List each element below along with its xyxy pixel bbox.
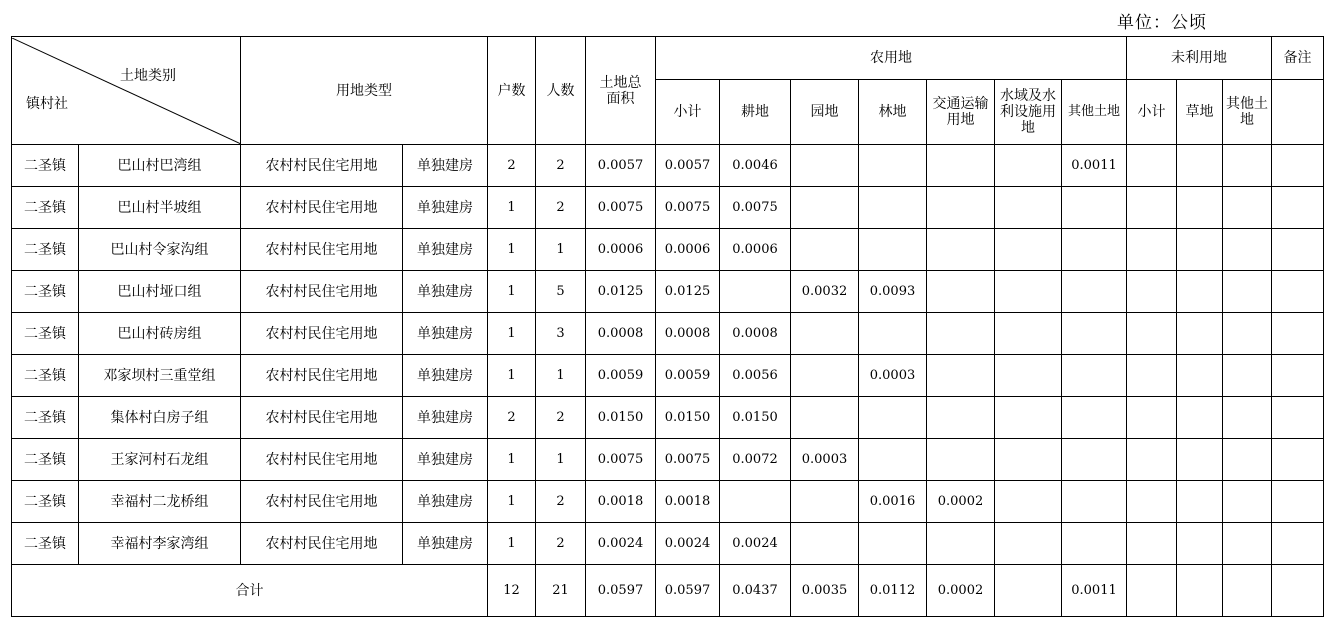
farm-subtotal-cell: 0.0075 bbox=[656, 187, 720, 229]
table-row bbox=[12, 355, 1324, 397]
remarks-header: 备注 bbox=[1272, 37, 1324, 80]
unused-other-cell bbox=[1223, 355, 1272, 397]
group-cell: 巴山村半坡组 bbox=[79, 187, 241, 229]
unused-subtotal-cell bbox=[1127, 355, 1177, 397]
total-total-area-cell: 0.0597 bbox=[586, 565, 656, 617]
households-cell: 1 bbox=[488, 187, 536, 229]
total-area-header bbox=[586, 37, 656, 145]
farm-cultivated-cell bbox=[720, 271, 791, 313]
type-cell: 农村村民住宅用地 bbox=[241, 481, 403, 523]
farm-cultivated-cell bbox=[720, 481, 791, 523]
type-cell: 农村村民住宅用地 bbox=[241, 523, 403, 565]
group-cell: 幸福村二龙桥组 bbox=[79, 481, 241, 523]
households-cell: 1 bbox=[488, 481, 536, 523]
type-cell: 农村村民住宅用地 bbox=[241, 439, 403, 481]
header-row-1 bbox=[12, 37, 1324, 80]
farm-other-cell bbox=[1062, 313, 1127, 355]
unused-other-header bbox=[1223, 80, 1272, 145]
farm-transport-cell bbox=[927, 187, 995, 229]
farm-forest-cell bbox=[859, 145, 927, 187]
total-area-cell: 0.0059 bbox=[586, 355, 656, 397]
people-cell: 2 bbox=[536, 397, 586, 439]
remarks-cell bbox=[1272, 523, 1324, 565]
remarks-cell bbox=[1272, 313, 1324, 355]
farm-other-cell bbox=[1062, 523, 1127, 565]
town-cell: 二圣镇 bbox=[12, 145, 79, 187]
farm-garden-cell bbox=[791, 523, 859, 565]
table-row bbox=[12, 145, 1324, 187]
people-cell: 5 bbox=[536, 271, 586, 313]
total-area-cell: 0.0008 bbox=[586, 313, 656, 355]
diag-top-label: 土地类别 bbox=[120, 67, 176, 84]
unused-other-cell bbox=[1223, 439, 1272, 481]
people-cell: 2 bbox=[536, 187, 586, 229]
farm-water-cell bbox=[995, 313, 1062, 355]
table-row bbox=[12, 523, 1324, 565]
total-area-cell: 0.0075 bbox=[586, 187, 656, 229]
unused-other-cell bbox=[1223, 271, 1272, 313]
unused-other-cell bbox=[1223, 397, 1272, 439]
farm-garden-cell bbox=[791, 187, 859, 229]
farm-transport-header bbox=[927, 80, 995, 145]
mode-cell: 单独建房 bbox=[403, 271, 488, 313]
mode-cell: 单独建房 bbox=[403, 397, 488, 439]
total-households-cell: 12 bbox=[488, 565, 536, 617]
unused-grass-cell bbox=[1177, 145, 1223, 187]
farm-forest-cell bbox=[859, 229, 927, 271]
table-row bbox=[12, 481, 1324, 523]
farm-water-cell bbox=[995, 439, 1062, 481]
unused-subtotal-cell bbox=[1127, 397, 1177, 439]
farm-garden-header: 园地 bbox=[791, 80, 859, 145]
farm-water-cell bbox=[995, 229, 1062, 271]
total-area-cell: 0.0150 bbox=[586, 397, 656, 439]
unused-grass-cell bbox=[1177, 229, 1223, 271]
farm-cultivated-cell: 0.0008 bbox=[720, 313, 791, 355]
total-area-cell: 0.0018 bbox=[586, 481, 656, 523]
farm-water-cell bbox=[995, 187, 1062, 229]
mode-cell: 单独建房 bbox=[403, 145, 488, 187]
farm-forest-cell bbox=[859, 397, 927, 439]
mode-cell: 单独建房 bbox=[403, 355, 488, 397]
farm-water-cell bbox=[995, 355, 1062, 397]
households-cell: 1 bbox=[488, 355, 536, 397]
unused-subtotal-cell bbox=[1127, 145, 1177, 187]
type-cell: 农村村民住宅用地 bbox=[241, 355, 403, 397]
farm-forest-header: 林地 bbox=[859, 80, 927, 145]
mode-cell: 单独建房 bbox=[403, 523, 488, 565]
group-cell: 幸福村李家湾组 bbox=[79, 523, 241, 565]
unit-label: 单位：公顷 bbox=[1117, 13, 1207, 33]
total-label: 合计 bbox=[12, 565, 488, 617]
total-farm-transport-cell: 0.0002 bbox=[927, 565, 995, 617]
people-cell: 2 bbox=[536, 481, 586, 523]
farm-transport-cell bbox=[927, 355, 995, 397]
farm-cultivated-cell: 0.0046 bbox=[720, 145, 791, 187]
farm-other-header: 其他土地 bbox=[1062, 80, 1127, 145]
total-area-cell: 0.0057 bbox=[586, 145, 656, 187]
total-farm-forest-cell: 0.0112 bbox=[859, 565, 927, 617]
people-cell: 2 bbox=[536, 523, 586, 565]
town-cell: 二圣镇 bbox=[12, 481, 79, 523]
type-cell: 农村村民住宅用地 bbox=[241, 271, 403, 313]
town-cell: 二圣镇 bbox=[12, 355, 79, 397]
unused-grass-header: 草地 bbox=[1177, 80, 1223, 145]
households-cell: 1 bbox=[488, 523, 536, 565]
remarks-cell bbox=[1272, 187, 1324, 229]
type-cell: 农村村民住宅用地 bbox=[241, 145, 403, 187]
group-cell: 巴山村砖房组 bbox=[79, 313, 241, 355]
unused-other-cell bbox=[1223, 229, 1272, 271]
farm-transport-cell: 0.0002 bbox=[927, 481, 995, 523]
people-cell: 1 bbox=[536, 229, 586, 271]
farm-other-cell bbox=[1062, 271, 1127, 313]
town-cell: 二圣镇 bbox=[12, 187, 79, 229]
remarks-cell bbox=[1272, 481, 1324, 523]
group-cell: 巴山村令家沟组 bbox=[79, 229, 241, 271]
farm-cultivated-cell: 0.0072 bbox=[720, 439, 791, 481]
farm-water-cell bbox=[995, 481, 1062, 523]
total-area-cell: 0.0024 bbox=[586, 523, 656, 565]
households-cell: 1 bbox=[488, 229, 536, 271]
farm-garden-cell bbox=[791, 145, 859, 187]
farm-forest-cell bbox=[859, 523, 927, 565]
farm-transport-cell bbox=[927, 229, 995, 271]
remarks-sub-cell bbox=[1272, 80, 1324, 145]
unused-grass-cell bbox=[1177, 439, 1223, 481]
total-people-cell: 21 bbox=[536, 565, 586, 617]
total-area-label: 土地总面积 bbox=[599, 74, 642, 107]
households-cell: 1 bbox=[488, 271, 536, 313]
households-header: 户数 bbox=[488, 37, 536, 145]
town-cell: 二圣镇 bbox=[12, 229, 79, 271]
unused-subtotal-cell bbox=[1127, 313, 1177, 355]
farm-cultivated-cell: 0.0006 bbox=[720, 229, 791, 271]
farm-transport-cell bbox=[927, 397, 995, 439]
farm-other-cell: 0.0011 bbox=[1062, 145, 1127, 187]
unused-other-label: 其他土地 bbox=[1226, 96, 1269, 128]
remarks-cell bbox=[1272, 229, 1324, 271]
unused-other-cell bbox=[1223, 187, 1272, 229]
farm-water-cell bbox=[995, 271, 1062, 313]
type-cell: 农村村民住宅用地 bbox=[241, 397, 403, 439]
town-cell: 二圣镇 bbox=[12, 271, 79, 313]
farm-forest-cell bbox=[859, 439, 927, 481]
farm-subtotal-cell: 0.0008 bbox=[656, 313, 720, 355]
farm-cultivated-cell: 0.0075 bbox=[720, 187, 791, 229]
unused-grass-cell bbox=[1177, 187, 1223, 229]
farm-other-cell bbox=[1062, 397, 1127, 439]
unused-grass-cell bbox=[1177, 271, 1223, 313]
farm-other-cell bbox=[1062, 187, 1127, 229]
people-cell: 1 bbox=[536, 439, 586, 481]
table-row bbox=[12, 271, 1324, 313]
land-use-type-header: 用地类型 bbox=[241, 37, 488, 145]
diagonal-header-cell bbox=[12, 37, 241, 145]
group-cell: 巴山村巴湾组 bbox=[79, 145, 241, 187]
table-row bbox=[12, 229, 1324, 271]
mode-cell: 单独建房 bbox=[403, 313, 488, 355]
farm-water-label: 水域及水利设施用地 bbox=[1000, 88, 1056, 136]
table-row bbox=[12, 397, 1324, 439]
farm-cultivated-cell: 0.0024 bbox=[720, 523, 791, 565]
remarks-cell bbox=[1272, 355, 1324, 397]
farm-garden-cell: 0.0032 bbox=[791, 271, 859, 313]
farm-subtotal-cell: 0.0150 bbox=[656, 397, 720, 439]
farm-subtotal-cell: 0.0006 bbox=[656, 229, 720, 271]
group-cell: 邓家坝村三重堂组 bbox=[79, 355, 241, 397]
diagonal-line bbox=[12, 38, 241, 144]
mode-cell: 单独建房 bbox=[403, 187, 488, 229]
farm-other-cell bbox=[1062, 355, 1127, 397]
farm-other-cell bbox=[1062, 229, 1127, 271]
farm-subtotal-cell: 0.0018 bbox=[656, 481, 720, 523]
mode-cell: 单独建房 bbox=[403, 229, 488, 271]
people-cell: 3 bbox=[536, 313, 586, 355]
farm-water-cell bbox=[995, 523, 1062, 565]
unused-subtotal-cell bbox=[1127, 229, 1177, 271]
remarks-cell bbox=[1272, 271, 1324, 313]
farm-transport-cell bbox=[927, 145, 995, 187]
land-use-table bbox=[11, 36, 1324, 617]
farm-transport-cell bbox=[927, 439, 995, 481]
total-farm-water-cell bbox=[995, 565, 1062, 617]
total-area-cell: 0.0125 bbox=[586, 271, 656, 313]
farm-forest-cell bbox=[859, 187, 927, 229]
unused-other-cell bbox=[1223, 145, 1272, 187]
town-cell: 二圣镇 bbox=[12, 439, 79, 481]
people-cell: 2 bbox=[536, 145, 586, 187]
unused-subtotal-cell bbox=[1127, 271, 1177, 313]
unused-grass-cell bbox=[1177, 313, 1223, 355]
total-unused-grass-cell bbox=[1177, 565, 1223, 617]
unused-grass-cell bbox=[1177, 481, 1223, 523]
farm-cultivated-cell: 0.0150 bbox=[720, 397, 791, 439]
farm-garden-cell bbox=[791, 313, 859, 355]
unused-other-cell bbox=[1223, 481, 1272, 523]
total-unused-subtotal-cell bbox=[1127, 565, 1177, 617]
table-row bbox=[12, 187, 1324, 229]
people-header: 人数 bbox=[536, 37, 586, 145]
farm-transport-cell bbox=[927, 523, 995, 565]
diag-bottom-label: 镇村社 bbox=[26, 95, 68, 112]
households-cell: 2 bbox=[488, 145, 536, 187]
town-cell: 二圣镇 bbox=[12, 523, 79, 565]
farm-garden-cell bbox=[791, 229, 859, 271]
farm-transport-label: 交通运输用地 bbox=[932, 96, 989, 128]
households-cell: 2 bbox=[488, 397, 536, 439]
farmland-header: 农用地 bbox=[656, 37, 1127, 80]
group-cell: 巴山村垭口组 bbox=[79, 271, 241, 313]
households-cell: 1 bbox=[488, 439, 536, 481]
unused-subtotal-cell bbox=[1127, 523, 1177, 565]
farm-cultivated-header: 耕地 bbox=[720, 80, 791, 145]
farm-transport-cell bbox=[927, 313, 995, 355]
farm-water-cell bbox=[995, 145, 1062, 187]
town-cell: 二圣镇 bbox=[12, 313, 79, 355]
total-farm-cultivated-cell: 0.0437 bbox=[720, 565, 791, 617]
farm-water-cell bbox=[995, 397, 1062, 439]
town-cell: 二圣镇 bbox=[12, 397, 79, 439]
unused-other-cell bbox=[1223, 313, 1272, 355]
group-cell: 集体村白房子组 bbox=[79, 397, 241, 439]
total-farm-garden-cell: 0.0035 bbox=[791, 565, 859, 617]
farm-garden-cell: 0.0003 bbox=[791, 439, 859, 481]
unused-subtotal-header: 小计 bbox=[1127, 80, 1177, 145]
farm-transport-cell bbox=[927, 271, 995, 313]
total-farm-other-cell: 0.0011 bbox=[1062, 565, 1127, 617]
table-row bbox=[12, 313, 1324, 355]
unused-grass-cell bbox=[1177, 355, 1223, 397]
unused-header: 未利用地 bbox=[1127, 37, 1272, 80]
farm-subtotal-cell: 0.0057 bbox=[656, 145, 720, 187]
type-cell: 农村村民住宅用地 bbox=[241, 313, 403, 355]
remarks-cell bbox=[1272, 145, 1324, 187]
farm-forest-cell: 0.0093 bbox=[859, 271, 927, 313]
farm-subtotal-header: 小计 bbox=[656, 80, 720, 145]
mode-cell: 单独建房 bbox=[403, 439, 488, 481]
total-remarks-cell bbox=[1272, 565, 1324, 617]
mode-cell: 单独建房 bbox=[403, 481, 488, 523]
unused-grass-cell bbox=[1177, 523, 1223, 565]
farm-forest-cell: 0.0003 bbox=[859, 355, 927, 397]
unused-subtotal-cell bbox=[1127, 439, 1177, 481]
total-area-cell: 0.0075 bbox=[586, 439, 656, 481]
farm-garden-cell bbox=[791, 397, 859, 439]
farm-subtotal-cell: 0.0075 bbox=[656, 439, 720, 481]
farm-subtotal-cell: 0.0024 bbox=[656, 523, 720, 565]
households-cell: 1 bbox=[488, 313, 536, 355]
total-farm-subtotal-cell: 0.0597 bbox=[656, 565, 720, 617]
type-cell: 农村村民住宅用地 bbox=[241, 187, 403, 229]
farm-other-cell bbox=[1062, 481, 1127, 523]
group-cell: 王家河村石龙组 bbox=[79, 439, 241, 481]
remarks-cell bbox=[1272, 439, 1324, 481]
farm-water-header bbox=[995, 80, 1062, 145]
unused-subtotal-cell bbox=[1127, 481, 1177, 523]
farm-subtotal-cell: 0.0059 bbox=[656, 355, 720, 397]
people-cell: 1 bbox=[536, 355, 586, 397]
farm-forest-cell: 0.0016 bbox=[859, 481, 927, 523]
type-cell: 农村村民住宅用地 bbox=[241, 229, 403, 271]
total-row bbox=[12, 565, 1324, 617]
total-area-cell: 0.0006 bbox=[586, 229, 656, 271]
farm-garden-cell bbox=[791, 481, 859, 523]
unused-grass-cell bbox=[1177, 397, 1223, 439]
unused-subtotal-cell bbox=[1127, 187, 1177, 229]
farm-subtotal-cell: 0.0125 bbox=[656, 271, 720, 313]
farm-cultivated-cell: 0.0056 bbox=[720, 355, 791, 397]
farm-forest-cell bbox=[859, 313, 927, 355]
remarks-cell bbox=[1272, 397, 1324, 439]
unused-other-cell bbox=[1223, 523, 1272, 565]
table-row bbox=[12, 439, 1324, 481]
farm-other-cell bbox=[1062, 439, 1127, 481]
total-unused-other-cell bbox=[1223, 565, 1272, 617]
farm-garden-cell bbox=[791, 355, 859, 397]
